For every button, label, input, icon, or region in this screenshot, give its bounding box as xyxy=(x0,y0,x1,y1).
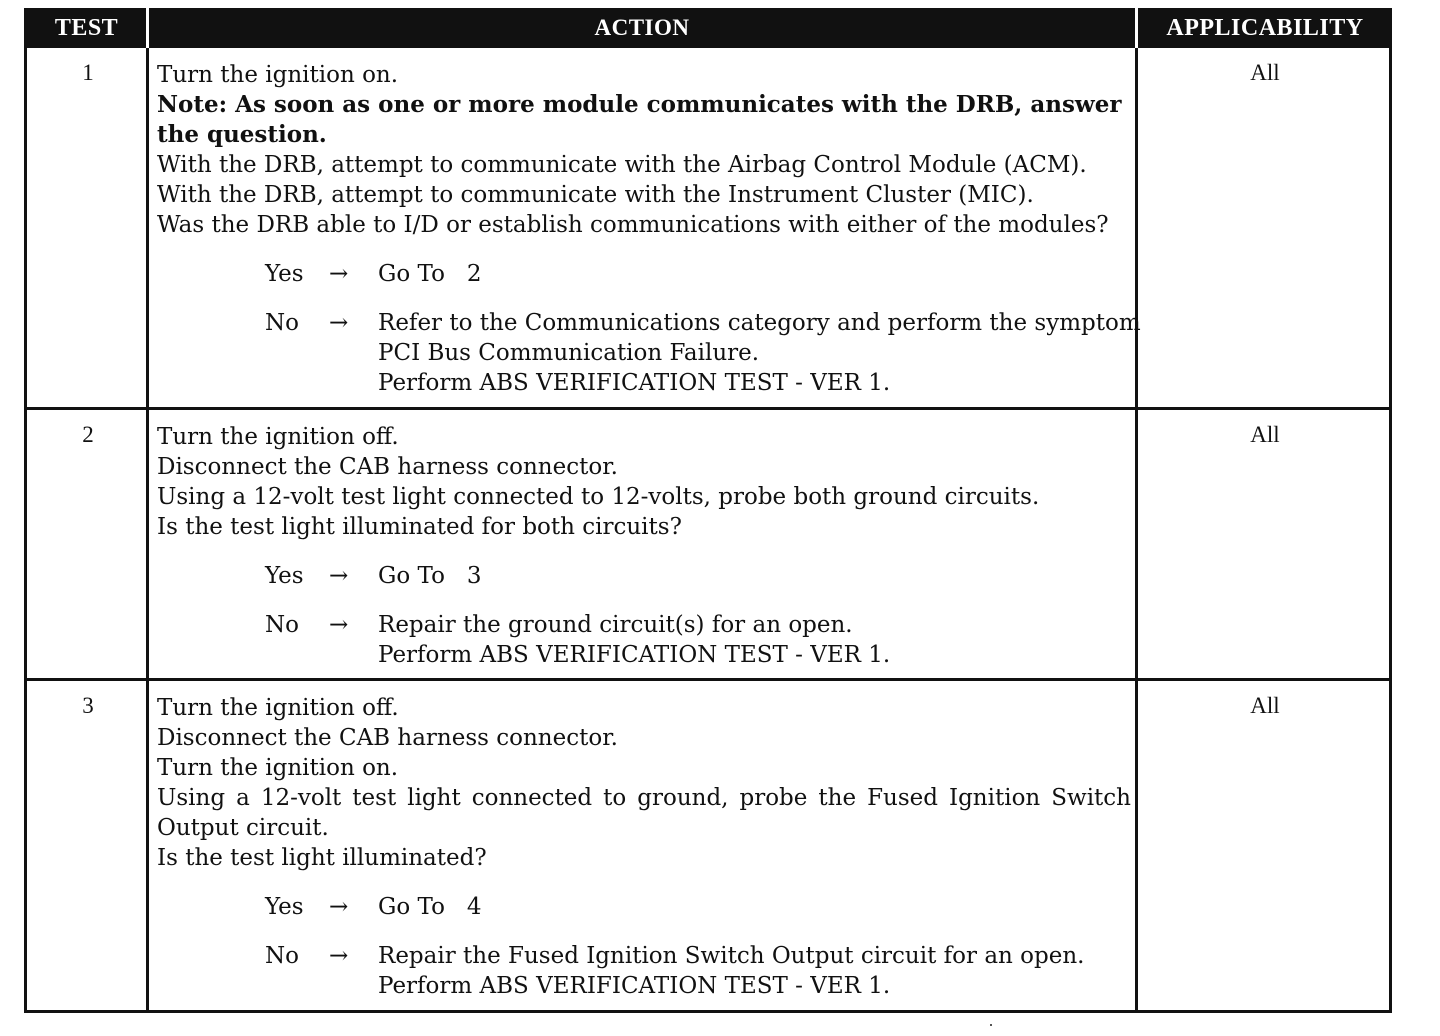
no-text: Perform ABS VERIFICATION TEST - VER 1. xyxy=(378,642,891,668)
action-line: Turn the ignition off. xyxy=(157,695,399,721)
action-line: With the DRB, attempt to communicate with the Airbag Control Module (ACM). xyxy=(157,152,1087,178)
header-test: TEST xyxy=(54,15,119,41)
no-label: No xyxy=(265,310,299,336)
action-line: Turn the ignition on. xyxy=(157,62,399,88)
action-line: Turn the ignition off. xyxy=(157,424,399,450)
yes-answer xyxy=(157,259,1131,289)
action-cell xyxy=(157,693,1131,1001)
arrow-icon: → xyxy=(329,563,349,589)
test-number: 1 xyxy=(82,60,94,85)
arrow-icon: → xyxy=(329,612,349,638)
table-row xyxy=(27,48,1389,407)
yes-answer xyxy=(157,561,1131,591)
applicability-value: All xyxy=(1250,422,1280,447)
table-row xyxy=(27,681,1389,1010)
no-answer xyxy=(157,941,1131,971)
yes-goto: Go To 4 xyxy=(378,894,482,920)
arrow-icon: → xyxy=(329,261,349,287)
no-label: No xyxy=(265,612,299,638)
applicability-value: All xyxy=(1250,60,1280,85)
no-text: PCI Bus Communication Failure. xyxy=(378,340,760,366)
diagnostic-test-table xyxy=(24,8,1392,1013)
note-line: the question. xyxy=(157,121,327,148)
no-answer xyxy=(157,308,1141,338)
arrow-icon: → xyxy=(329,894,349,920)
yes-goto: Go To 3 xyxy=(378,563,482,589)
test-number: 3 xyxy=(82,693,94,718)
question-line: Was the DRB able to I/D or establish communications with either of the modules? xyxy=(157,212,1109,238)
question-line: Is the test light illuminated for both circuits? xyxy=(157,514,682,540)
action-line: Turn the ignition on. xyxy=(157,755,399,781)
action-line: Using a 12-volt test light connected to ground, probe the Fused Ignition Switch xyxy=(157,785,1131,811)
note-line: Note: As soon as one or more module communicates with the DRB, answer xyxy=(157,91,1122,118)
header-applicability: APPLICABILITY xyxy=(1166,15,1364,41)
question-line: Is the test light illuminated? xyxy=(157,845,487,871)
test-number: 2 xyxy=(82,422,94,447)
table-row xyxy=(27,410,1389,678)
yes-label: Yes xyxy=(265,261,304,287)
yes-label: Yes xyxy=(265,894,304,920)
yes-goto: Go To 2 xyxy=(378,261,482,287)
no-label: No xyxy=(265,943,299,969)
scan-speck xyxy=(990,1024,992,1026)
action-line: Disconnect the CAB harness connector. xyxy=(157,454,618,480)
action-line: With the DRB, attempt to communicate with the Instrument Cluster (MIC). xyxy=(157,182,1034,208)
no-answer xyxy=(157,610,1131,640)
applicability-value: All xyxy=(1250,693,1280,718)
action-line: Output circuit. xyxy=(157,815,329,841)
no-text: Perform ABS VERIFICATION TEST - VER 1. xyxy=(378,370,891,396)
yes-answer xyxy=(157,892,1131,922)
no-text: Repair the Fused Ignition Switch Output circuit for an open. xyxy=(378,943,1085,969)
yes-label: Yes xyxy=(265,563,304,589)
action-cell xyxy=(157,60,1141,398)
action-cell xyxy=(157,422,1131,670)
action-line: Using a 12-volt test light connected to 12-volts, probe both ground circuits. xyxy=(157,484,1040,510)
table-header xyxy=(27,8,1389,48)
no-text: Repair the ground circuit(s) for an open. xyxy=(378,612,853,638)
no-text: Refer to the Communications category and perform the symptom xyxy=(378,310,1141,336)
action-line: Disconnect the CAB harness connector. xyxy=(157,725,618,751)
arrow-icon: → xyxy=(329,943,349,969)
header-action: ACTION xyxy=(594,15,690,40)
arrow-icon: → xyxy=(329,310,349,336)
no-text: Perform ABS VERIFICATION TEST - VER 1. xyxy=(378,973,891,999)
